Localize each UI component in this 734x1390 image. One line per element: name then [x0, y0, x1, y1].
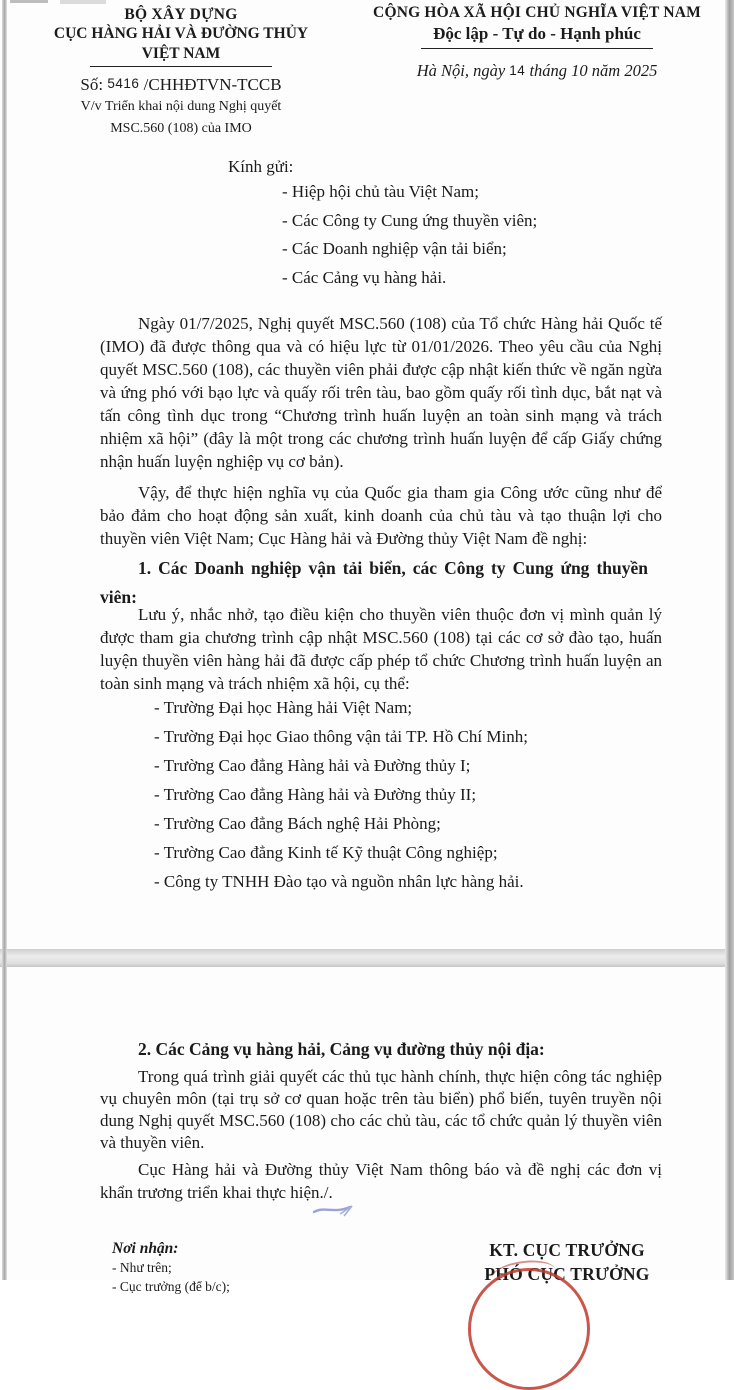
- country-motto-line: CỘNG HÒA XÃ HỘI CHỦ NGHĨA VIỆT NAM: [373, 4, 701, 21]
- list-item: - Trường Cao đẳng Kinh tế Kỹ thuật Công nghiệp;: [154, 843, 498, 862]
- date-prefix: Hà Nội, ngày: [416, 61, 506, 80]
- place-date-line: [350, 61, 724, 81]
- signer-title-line1: KT. CỤC TRƯỞNG: [489, 1240, 645, 1260]
- agency-name-line2: VIỆT NAM: [141, 45, 221, 62]
- scan-edge-left: [2, 0, 7, 1280]
- list-item: - Trường Đại học Hàng hải Việt Nam;: [154, 698, 413, 717]
- recipient-list: [282, 182, 537, 296]
- noi-nhan-label: Nơi nhận:: [112, 1240, 179, 1257]
- date-day: 14: [509, 63, 526, 78]
- section-1-heading: 1. Các Doanh nghiệp vận tải biển, các Công ty Cung ứng thuyền viên:: [100, 558, 648, 607]
- body-paragraph-1: Ngày 01/7/2025, Nghị quyết MSC.560 (108) của Tổ chức Hàng hải Quốc tế (IMO) đã được thông qua và có hiệu lực từ 01/01/2026. Theo yêu cầu của Nghị quyết MSC.560 (108), các thuyền viên phải được cập nhật kiến thức về ngăn ngừa và ứng phó với bạo lực và quấy rối trên tàu, bao gồm quấy rối tình dục, bắt nạt và tấn công tình dục trong “Chương trình huấn luyện an toàn sinh mạng và trách nhiệm xã hội” (đây là một trong các chương trình huấn luyện để cấp Giấy chứng nhận huấn luyện nghiệp vụ cơ bản).: [100, 314, 662, 471]
- header-divider: [90, 66, 272, 67]
- scan-smudge: [10, 0, 48, 3]
- document-number: [8, 75, 354, 95]
- section-2-heading: 2. Các Cảng vụ hàng hải, Cảng vụ đường thủy nội địa:: [138, 1039, 545, 1059]
- body-paragraph-2: Vậy, để thực hiện nghĩa vụ của Quốc gia tham gia Công ước cũng như để bảo đảm cho hoạt động sản xuất, kinh doanh của chủ tàu và tạo thuận lợi cho thuyền viên Việt Nam; Cục Hàng hải và Đường thủy Việt Nam đề nghị:: [100, 483, 662, 548]
- official-seal-icon: [468, 1268, 590, 1390]
- recipients-footer-block: [112, 1240, 230, 1296]
- recipient-item: - Các Doanh nghiệp vận tải biển;: [282, 239, 507, 258]
- agency-name-line1: CỤC HÀNG HẢI VÀ ĐƯỜNG THỦY: [53, 25, 309, 42]
- signature-block: [452, 1238, 682, 1286]
- national-motto: Độc lập - Tự do - Hạnh phúc: [433, 24, 641, 43]
- scan-edge-right: [725, 0, 734, 1280]
- recipient-item: - Hiệp hội chủ tàu Việt Nam;: [282, 182, 479, 201]
- document-number-value: 5416: [107, 76, 140, 91]
- motto-underline: [421, 48, 653, 49]
- noi-nhan-item: - Như trên;: [112, 1260, 172, 1275]
- ministry-name: BỘ XÂY DỰNG: [124, 6, 238, 23]
- recipient-item: - Các Công ty Cung ứng thuyền viên;: [282, 210, 538, 230]
- signer-title-line2: PHÓ CỤC TRƯỞNG: [484, 1264, 650, 1284]
- body-paragraph-4: Trong quá trình giải quyết các thủ tục hành chính, thực hiện công tác nghiệp vụ chuyên môn (tại trụ sở cơ quan hoặc trên tàu biển) phổ biến, tuyên truyền nội dung Nghị quyết MSC.560 (108) cho các chủ tàu, các tổ chức quản lý thuyền viên và thuyền viên.: [100, 1067, 662, 1152]
- list-item: - Trường Cao đẳng Bách nghệ Hải Phòng;: [154, 814, 441, 833]
- date-suffix: tháng 10 năm 2025: [529, 61, 658, 80]
- noi-nhan-item: - Cục trưởng (để b/c);: [112, 1279, 230, 1294]
- list-item: - Trường Đại học Giao thông vận tải TP. Hồ Chí Minh;: [154, 727, 528, 746]
- page-break: [0, 949, 734, 967]
- scan-smudge: [60, 0, 106, 4]
- document-number-suffix: /CHHĐTVN-TCCB: [143, 75, 282, 94]
- document-number-label: Số:: [80, 75, 104, 94]
- pen-mark: [300, 1196, 360, 1222]
- body-paragraph-5: Cục Hàng hải và Đường thủy Việt Nam thông báo và đề nghị các đơn vị khẩn trương triển khai thực hiện./.: [100, 1160, 662, 1202]
- training-provider-list: [154, 698, 528, 901]
- header-national: [350, 4, 724, 81]
- subject-line2: MSC.560 (108) của IMO: [110, 120, 252, 136]
- recipient-item: - Các Cảng vụ hàng hải.: [282, 267, 447, 287]
- body-paragraph-3: Lưu ý, nhắc nhở, tạo điều kiện cho thuyền viên thuộc đơn vị mình quản lý được tham gia chương trình cập nhật MSC.560 (108) tại các cơ sở đào tạo, huấn luyện thuyền viên hàng hải đã được cấp phép tổ chức Chương trình huấn luyện an toàn sinh mạng và trách nhiệm xã hội, cụ thể:: [100, 605, 662, 693]
- list-item: - Công ty TNHH Đào tạo và nguồn nhân lực hàng hải.: [154, 872, 524, 891]
- list-item: - Trường Cao đẳng Hàng hải và Đường thủy I;: [154, 756, 471, 775]
- list-item: - Trường Cao đẳng Hàng hải và Đường thủy II;: [154, 785, 477, 804]
- salutation: Kính gửi:: [228, 157, 294, 176]
- header-issuer: [8, 6, 354, 138]
- subject-line1: V/v Triển khai nội dung Nghị quyết: [80, 99, 282, 114]
